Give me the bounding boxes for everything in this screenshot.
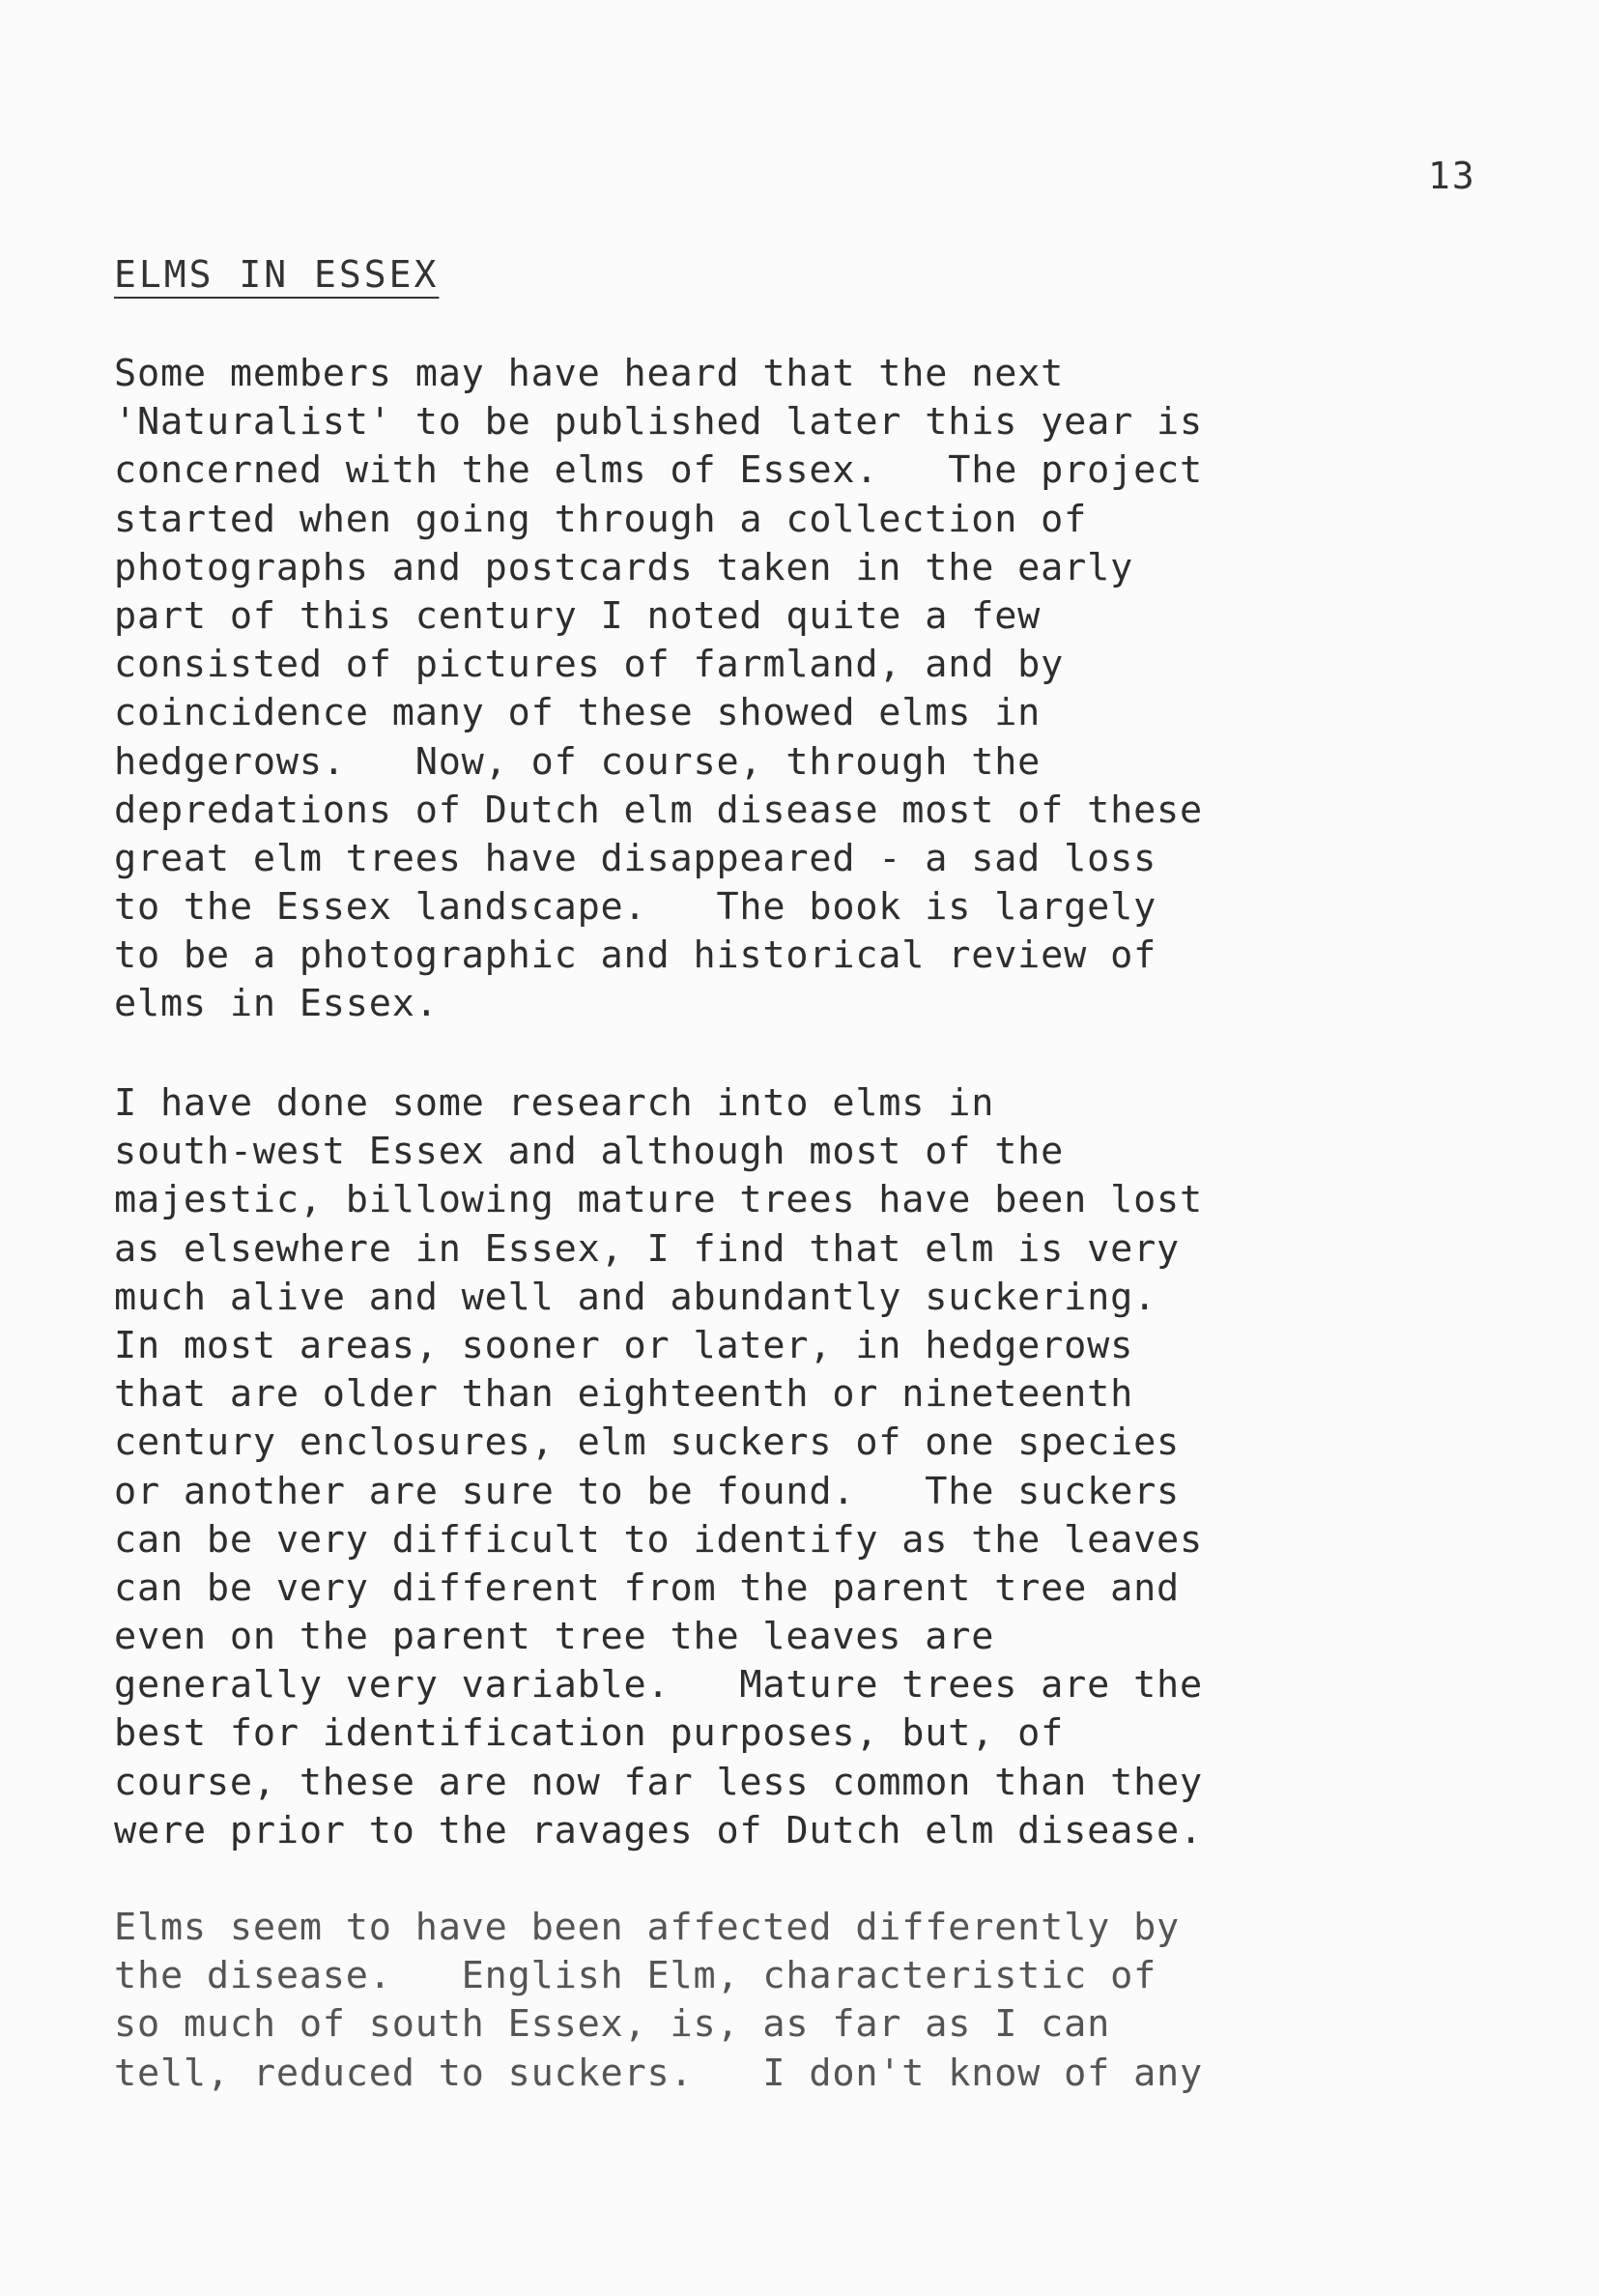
text-line: can be very different from the parent tree and	[114, 1565, 1181, 1610]
text-line: depredations of Dutch elm disease most of these	[114, 788, 1204, 832]
text-line: the disease. English Elm, characteristic of	[114, 1954, 1157, 1998]
text-line: to be a photographic and historical review of	[114, 933, 1157, 978]
page-number: 13	[1428, 155, 1476, 197]
text-line: course, these are now far less common than they	[114, 1760, 1204, 1804]
text-line: part of this century I noted quite a few	[114, 593, 1042, 638]
text-line: consisted of pictures of farmland, and by	[114, 643, 1065, 687]
text-line: Some members may have heard that the next	[114, 352, 1065, 395]
paragraph-3	[114, 1904, 1505, 2098]
text-line: so much of south Essex, is, as far as I can	[114, 2002, 1111, 2047]
text-line: that are older than eighteenth or nineteenth	[114, 1372, 1134, 1417]
text-line: were prior to the ravages of Dutch elm disease.	[114, 1808, 1204, 1852]
text-line: elms in Essex.	[114, 982, 439, 1026]
text-line: much alive and well and abundantly suckering.	[114, 1275, 1157, 1319]
text-line: I have done some research into elms in	[114, 1081, 995, 1125]
text-line: great elm trees have disappeared - a sad loss	[114, 836, 1157, 880]
text-line: or another are sure to be found. The suckers	[114, 1469, 1181, 1513]
text-line: coincidence many of these showed elms in	[114, 691, 1042, 735]
text-line: generally very variable. Mature trees are the	[114, 1663, 1204, 1708]
article-title: ELMS IN ESSEX	[114, 253, 440, 296]
text-line: as elsewhere in Essex, I find that elm is very	[114, 1226, 1181, 1271]
text-line: to the Essex landscape. The book is largely	[114, 885, 1157, 930]
text-line: 'Naturalist' to be published later this year is	[114, 400, 1204, 445]
text-line: photographs and postcards taken in the early	[114, 545, 1134, 589]
text-line: can be very difficult to identify as the leaves	[114, 1517, 1204, 1562]
text-line: even on the parent tree the leaves are	[114, 1615, 995, 1659]
paragraph-2	[114, 1079, 1505, 1855]
text-line: south-west Essex and although most of the	[114, 1130, 1065, 1174]
text-line: best for identification purposes, but, of	[114, 1711, 1065, 1756]
text-line: Elms seem to have been affected differently by	[114, 1906, 1181, 1949]
text-line: concerned with the elms of Essex. The project	[114, 448, 1204, 493]
text-line: majestic, billowing mature trees have been lost	[114, 1178, 1204, 1222]
text-line: In most areas, sooner or later, in hedgerows	[114, 1323, 1134, 1367]
text-line: hedgerows. Now, of course, through the	[114, 739, 1042, 784]
paragraph-1	[114, 350, 1505, 1029]
text-line: started when going through a collection of	[114, 497, 1088, 541]
text-line: tell, reduced to suckers. I don't know of any	[114, 2051, 1204, 2095]
text-line: century enclosures, elm suckers of one species	[114, 1421, 1181, 1465]
